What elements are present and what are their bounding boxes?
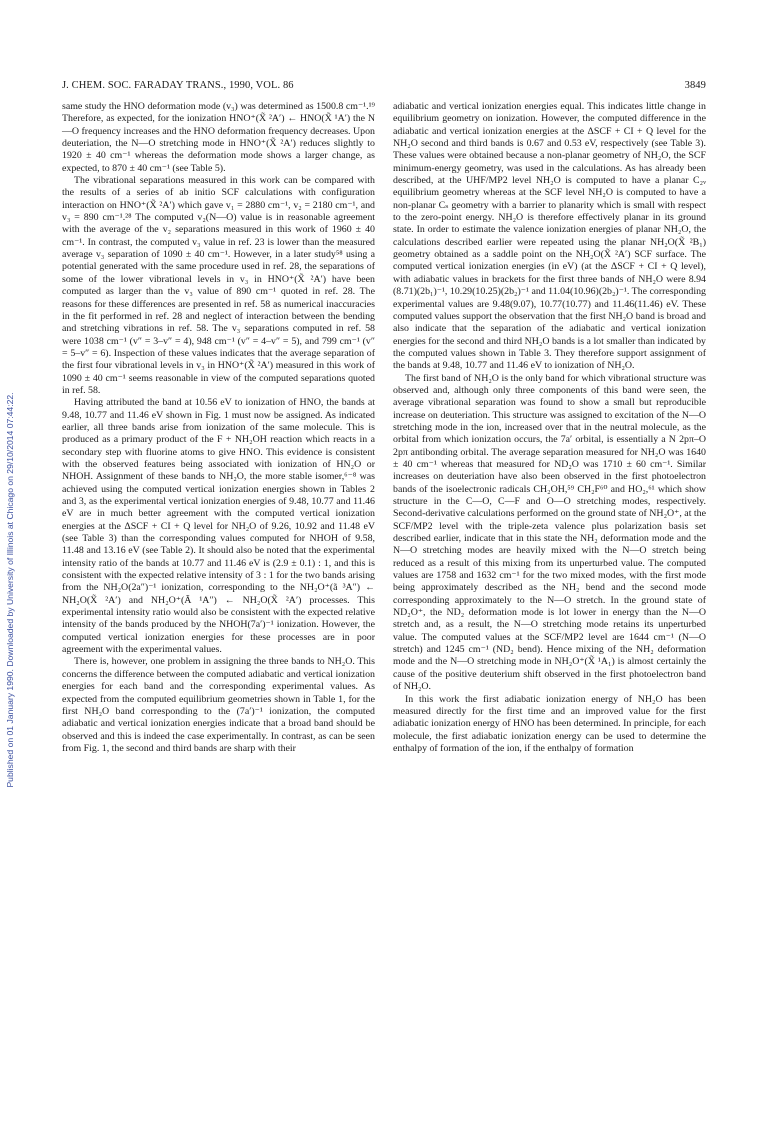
running-header bbox=[62, 80, 706, 94]
paragraph: adiabatic and vertical ionization energies equal. This indicates little change in equilibrium geometry on ionization. However, the computed difference in the adiabatic and vertical ionization energies at the ΔSCF + CI + Q level for the NH₂O second and third bands is 0.67 and 0.53 eV, respectively (see Table 3). These values were obtained because a non-planar geometry of NH₂O, the SCF minimum-energy geometry, was used in the calculations. As has already been described, at the UHF/MP2 level NH₂O is computed to have a planar C₂ᵥ equilibrium geometry whereas at the SCF level NH₂O is computed to have a non-planar Cₛ geometry with a barrier to planarity which is small with respect to the zero-point energy. NH₂O is therefore effectively planar in its ground state. In order to estimate the valence ionization energies of planar NH₂O, the calculations described earlier were repeated using the planar NH₂O(X̃ ²B₁) geometry obtained as a saddle point on the NH₂O(X̃ ²A′) SCF surface. The computed vertical ionization energies (in eV) (at the ΔSCF + CI + Q level), with adiabatic values in brackets for the first three bands of NH₂O were 8.94 (8.71)(2b₁)⁻¹, 10.29(10.25)(2b₂)⁻¹ and 11.04(10.96)(2b₂)⁻¹. The corresponding experimental values are 9.48(9.07), 10.77(10.77) and 11.46(11.46) eV. These computed values support the observation that the first NH₂O band is broad and also indicate that the separation of the adiabatic and vertical ionization energies for the second and third NH₂O bands is a lot smaller than indicated by the computed values shown in Table 3. They therefore support assignment of the bands at 9.48, 10.77 and 11.46 eV to ionization of NH₂O. bbox=[393, 101, 706, 372]
paragraph: Having attributed the band at 10.56 eV to ionization of HNO, the bands at 9.48, 10.77 and 11.46 eV shown in Fig. 1 must now be assigned. As indicated earlier, all three bands arise from ionization of the same molecule. This is produced as a primary product of the F + NH₂OH reaction which reacts in a secondary step with fluorine atoms to give HNO. This evidence is consistent with the observed features being associated with ionization of HN₂O or NHOH. Assignment of these bands to NH₂O, the more stable isomer,⁶⁻⁸ was achieved using the computed vertical ionization energies shown in Tables 2 and 3, as the experimental vertical ionization energies of 9.48, 10.77 and 11.46 eV are in much better agreement with the computed vertical ionization energies at the ΔSCF + CI + Q level for NH₂O of 9.26, 10.92 and 11.48 eV (see Table 3) than the corresponding values computed for NHOH of 9.58, 11.48 and 13.16 eV (see Table 2). It should also be noted that the experimental intensity ratio of the bands at 10.77 and 11.46 eV is (2.9 ± 0.1) : 1, and this is consistent with the expected relative intensity of 3 : 1 for the two bands arising from the NH₂O(2a″)⁻¹ ionization, corresponding to the NH₂O⁺(ã ³A″) ← NH₂O(X̃ ²A′) and NH₂O⁺(Ã ¹A″) ← NH₂O(X̃ ²A′) processes. This experimental intensity ratio would also be consistent with the expected relative intensity of the bands produced by the NHOH(7a′)⁻¹ ionization. However, the computed vertical ionization energies for these processes are in poor agreement with the experimental values. bbox=[62, 397, 375, 656]
download-watermark bbox=[2, 180, 18, 1000]
paragraph: The first band of NH₂O is the only band for which vibrational structure was observed and, although only three components of this band were seen, the average vibrational separation was found to show a small but reproducible increase on deuteriation. This structure was assigned to excitation of the N—O stretching mode in the ion, increased over that in the neutral molecule, as the orbital from which ionization occurs, the 7a′ orbital, is essentially a N 2pπ–O 2pπ antibonding orbital. The average separation measured for NH₂O was 1640 ± 40 cm⁻¹ whereas that measured for ND₂O was 1710 ± 60 cm⁻¹. Similar increases on deuteriation have also been observed in the first photoelectron bands of the isoelectronic radicals CH₂OH,⁵⁹ CH₂F⁶⁰ and HO₂,⁶¹ which show structure in the C—O, C—F and O—O stretching modes, respectively. Second-derivative calculations performed on the ground state of NH₂O⁺, at the SCF/MP2 level with the triple-zeta valence plus polarization basis set described earlier, indicate that in this state the NH₂ deformation mode and the N—O stretching modes are heavily mixed with the N—O stretch being reduced as a result of this mixing from its unperturbed value. The computed values are 1758 and 1632 cm⁻¹ for the two mixed modes, with the first mode being approximately described as the NH₂ bend and the second mode corresponding approximately to the N—O stretch. In the ground state of ND₂O⁺, the ND₂ deformation mode is lot lower in energy than the N—O stretch and, as a result, the N—O stretching mode retains its unperturbed value. The computed values at the SCF/MP2 level are 1644 cm⁻¹ (N—O stretch) and 1245 cm⁻¹ (ND₂ bend). Hence mixing of the NH₂ deformation mode and the N—O stretching mode in NH₂O⁺(X̃ ¹A₁) is almost certainly the cause of the positive deuterium shift observed in the first photoelectron band of NH₂O. bbox=[393, 372, 706, 693]
page-number: 3849 bbox=[684, 80, 706, 91]
paragraph: The vibrational separations measured in this work can be compared with the results of a series of ab initio SCF calculations with configuration interaction on HNO⁺(X̃ ²A′) which gave v₁ = 2880 cm⁻¹, v₂ = 2180 cm⁻¹, and v₃ = 890 cm⁻¹.²⁸ The computed v₂(N—O) value is in reasonable agreement with the average of the v₂ separations measured in this work of 1960 ± 40 cm⁻¹. In contrast, the computed v₃ value in ref. 23 is lower than the measured average v₃ separation of 1090 ± 40 cm⁻¹. However, in a later study⁵⁸ using a potential generated with the same procedure used in ref. 28, the separations of some of the lower vibrational levels in v₃ in HNO⁺(X̃ ²A′) have been computed as larger than the v₃ value of 890 cm⁻¹ quoted in ref. 28. The reasons for these differences are presented in ref. 58 as numerical inaccuracies in the fit performed in ref. 28 and neglect of interaction between the bending and stretching vibrations in ref. 58. The v₃ separations computed in ref. 58 were 1038 cm⁻¹ (v″ = 3–v″ = 4), 948 cm⁻¹ (v″ = 4–v″ = 5), and 799 cm⁻¹ (v″ = 5–v″ = 6). Inspection of these values indicates that the average separation of the first four vibrational levels in v₃ in HNO⁺(X̃ ²A′) measured in this work of 1090 ± 40 cm⁻¹ seems reasonable in view of the computed separations quoted in ref. 58. bbox=[62, 175, 375, 396]
paragraph: In this work the first adiabatic ionization energy of NH₂O has been measured directly for the first time and an improved value for the first adiabatic ionization energy of HNO has been determined. In principle, for each molecule, the first adiabatic ionization energy can be used to determine the enthalpy of formation of the ion, if the enthalpy of formation bbox=[393, 693, 706, 754]
download-notice: Published on 01 January 1990. Downloaded by University of Illinois at Chicago on 29/10/2014 07:44:22. bbox=[5, 392, 15, 788]
paragraph: same study the HNO deformation mode (v₃) was determined as 1500.8 cm⁻¹.¹⁹ Therefore, as expected, for the ionization HNO⁺(X̃ ²A′) ← HNO(X̃ ¹A′) the N—O frequency increases and the HNO deformation frequency decreases. Upon deuteriation, the N—O stretching mode in HNO⁺(X̃ ²A′) reduces slightly to 1920 ± 40 cm⁻¹ whereas the deformation mode shows a larger change, as expected, to 870 ± 40 cm⁻¹ (see Table 5). bbox=[62, 101, 375, 174]
left-column bbox=[62, 101, 375, 755]
right-column bbox=[393, 101, 706, 755]
paragraph: There is, however, one problem in assigning the three bands to NH₂O. This concerns the difference between the computed adiabatic and vertical ionization energies for each band and the corresponding experimental values. As expected from the computed equilibrium geometries shown in Table 1, for the first NH₂O band corresponding to the (7a′)⁻¹ ionization, the computed adiabatic and vertical ionization energies indicate that a broad band should be observed and this is indeed the case experimentally. In contrast, as can be seen from Fig. 1, the second and third bands are sharp with their bbox=[62, 656, 375, 754]
journal-citation: J. CHEM. SOC. FARADAY TRANS., 1990, VOL. 86 bbox=[62, 80, 294, 91]
